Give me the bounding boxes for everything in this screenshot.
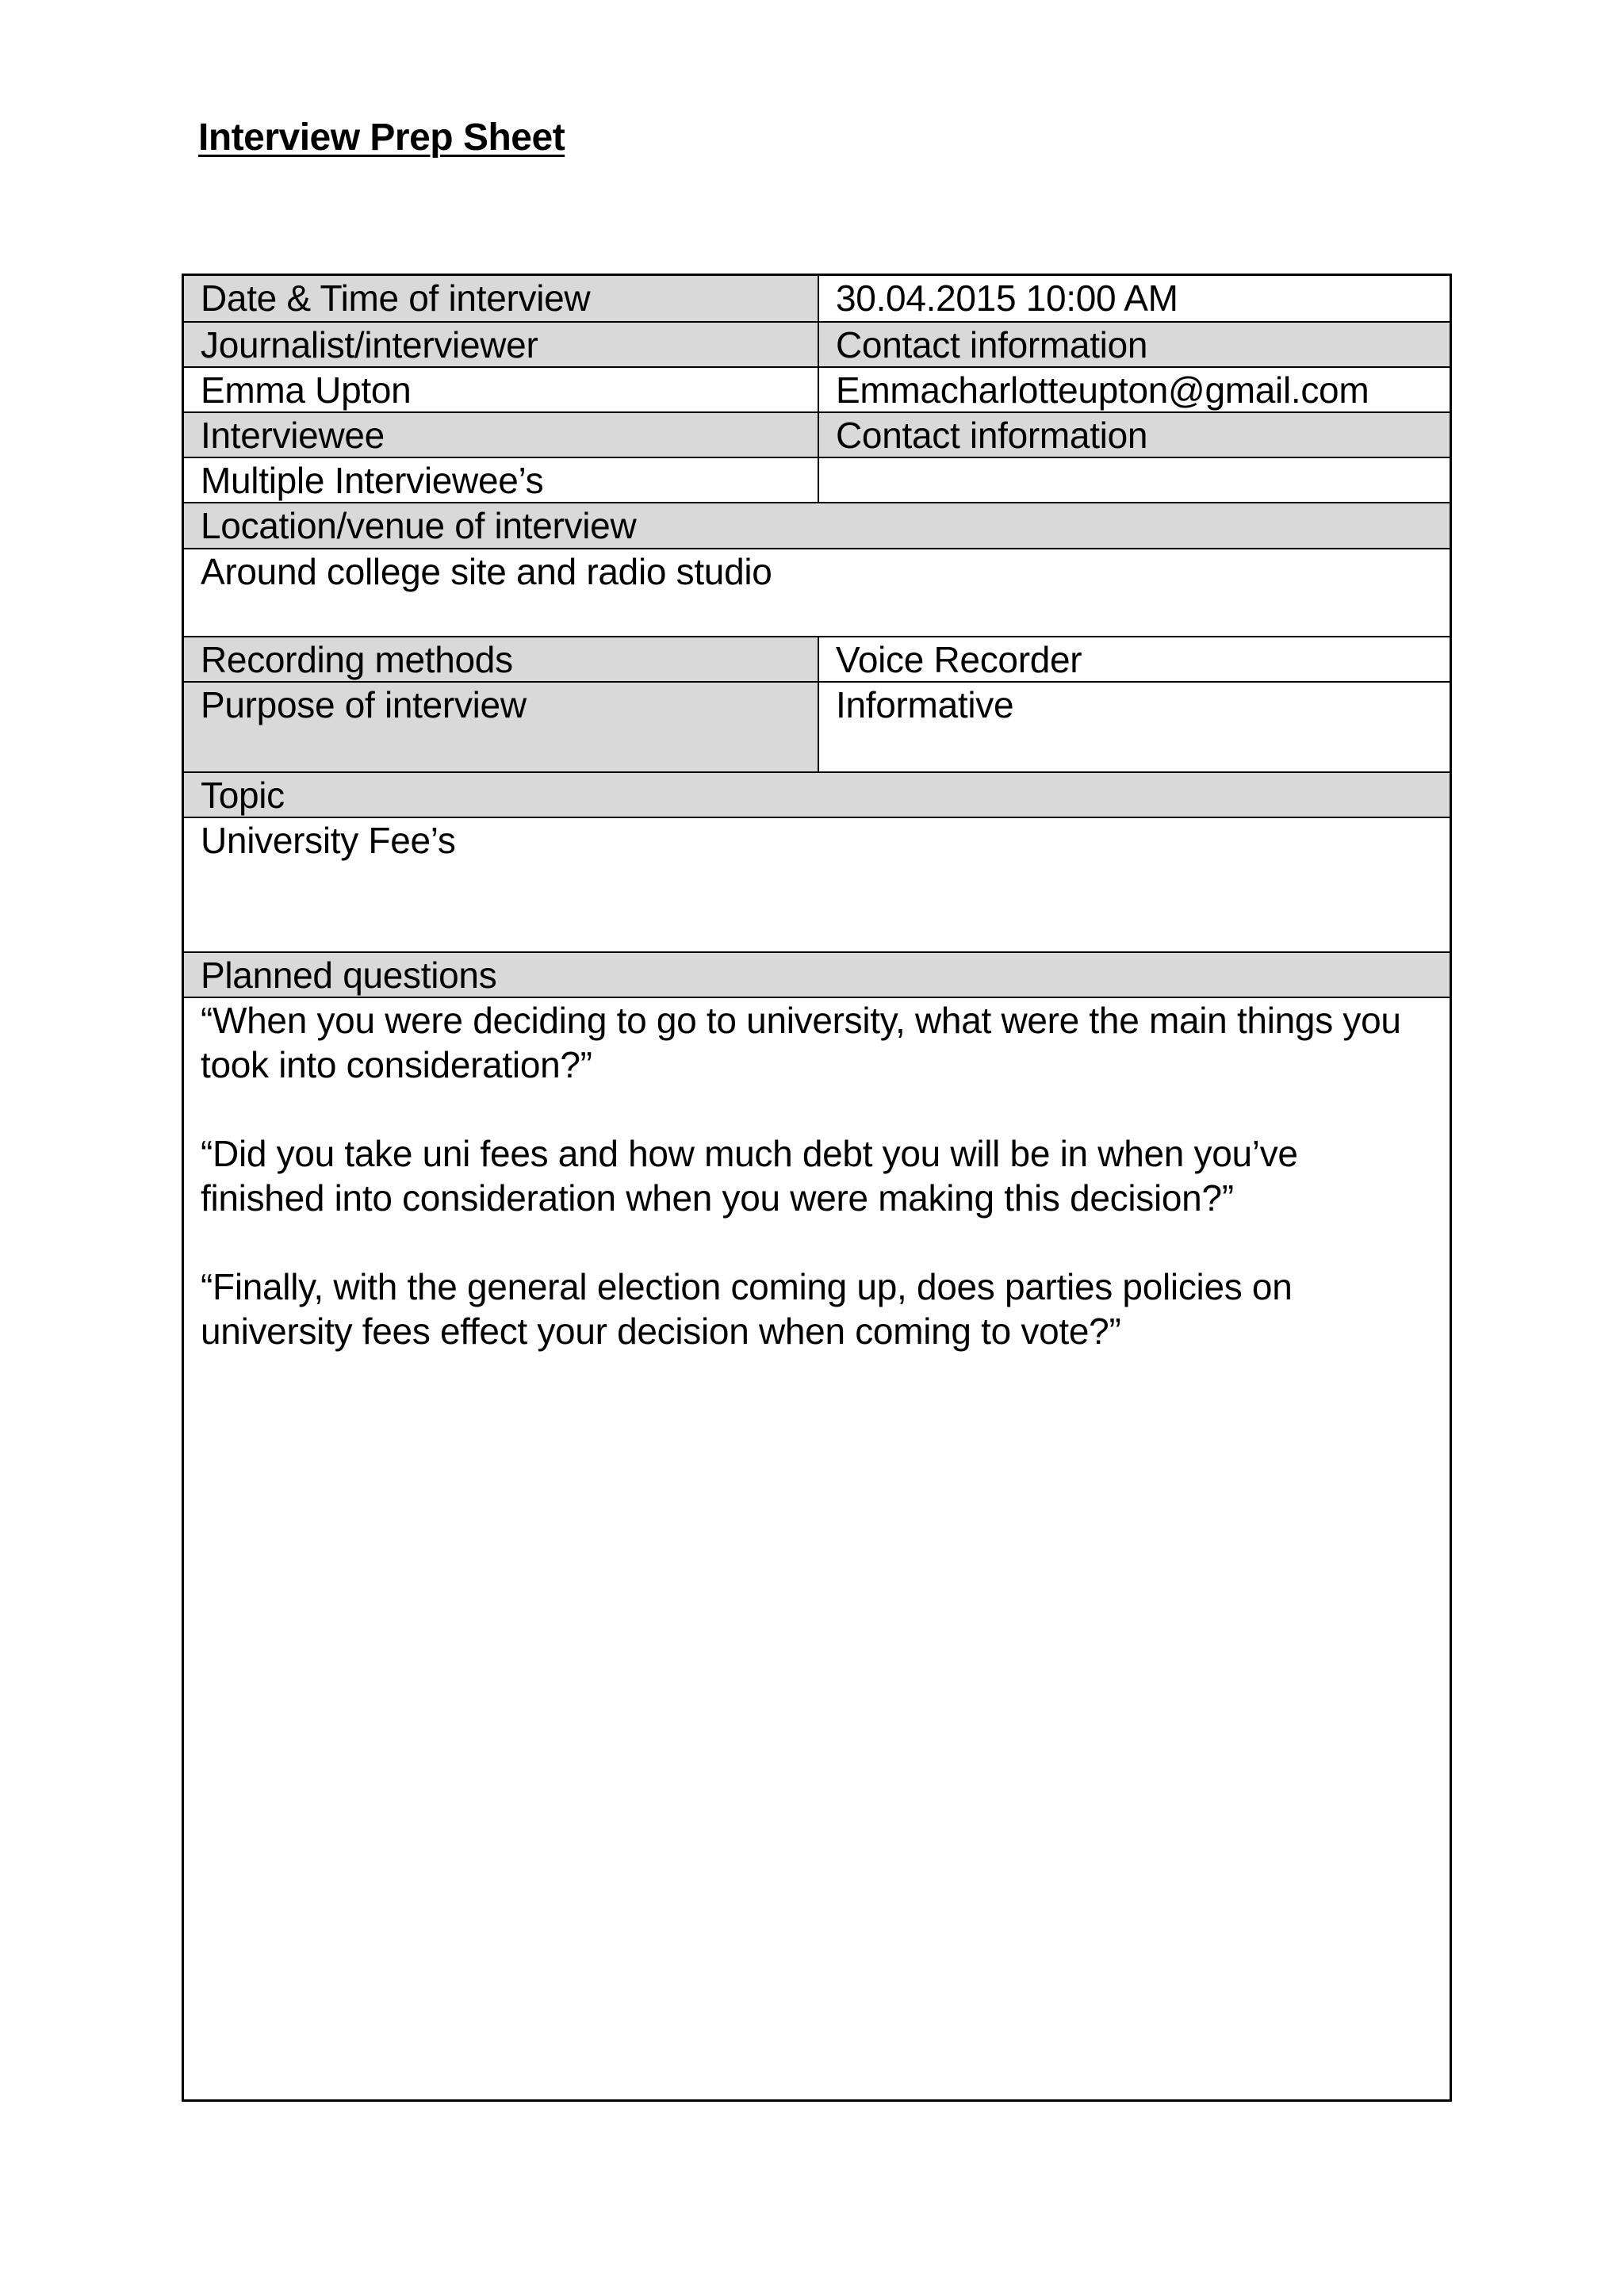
- purpose-value: Informative: [836, 684, 1014, 725]
- date-time-value: 30.04.2015 10:00 AM: [836, 277, 1178, 319]
- questions-list: [184, 998, 1450, 2102]
- row-interviewee-header: [184, 413, 1450, 458]
- interview-prep-table: [182, 274, 1452, 2102]
- interviewee-contact: [819, 458, 1450, 502]
- row-interviewee: [184, 458, 1450, 503]
- location-value: Around college site and radio studio: [201, 551, 772, 592]
- row-date-time: [184, 276, 1450, 323]
- purpose-label: Purpose of interview: [184, 683, 819, 771]
- topic-value: University Fee’s: [201, 820, 456, 861]
- journalist-label: Journalist/interviewer: [184, 323, 819, 366]
- recording-value: Voice Recorder: [836, 639, 1082, 680]
- interviewee-contact-label: Contact information: [819, 413, 1450, 457]
- row-questions: [184, 998, 1450, 2102]
- row-topic: [184, 818, 1450, 953]
- journalist-contact: Emmacharlotteupton@gmail.com: [836, 369, 1369, 411]
- row-journalist-header: [184, 323, 1450, 368]
- interviewee-label: Interviewee: [184, 413, 819, 457]
- row-topic-header: [184, 773, 1450, 818]
- planned-questions-label: Planned questions: [184, 953, 1450, 997]
- question-item: “Did you take uni fees and how much debt you will be in when you’ve finished into consideration when you were making this decision?”: [201, 1133, 1298, 1219]
- row-location-header: [184, 503, 1450, 549]
- location-label: Location/venue of interview: [184, 503, 1450, 548]
- date-time-label: Date & Time of interview: [184, 276, 819, 321]
- recording-label: Recording methods: [184, 637, 819, 681]
- row-questions-header: [184, 953, 1450, 998]
- question-item: “Finally, with the general election coming up, does parties policies on university fees effect your decision when coming to vote?”: [201, 1266, 1293, 1352]
- topic-label: Topic: [184, 773, 1450, 817]
- row-purpose: [184, 683, 1450, 773]
- journalist-contact-label: Contact information: [819, 323, 1450, 366]
- row-journalist: [184, 368, 1450, 413]
- question-item: “When you were deciding to go to university, what were the main things you took into consideration?”: [201, 1000, 1401, 1085]
- interviewee-name: Multiple Interviewee’s: [184, 458, 819, 502]
- row-location: [184, 549, 1450, 637]
- journalist-name: Emma Upton: [184, 368, 819, 411]
- page-title: Interview Prep Sheet: [198, 117, 565, 159]
- row-recording: [184, 637, 1450, 683]
